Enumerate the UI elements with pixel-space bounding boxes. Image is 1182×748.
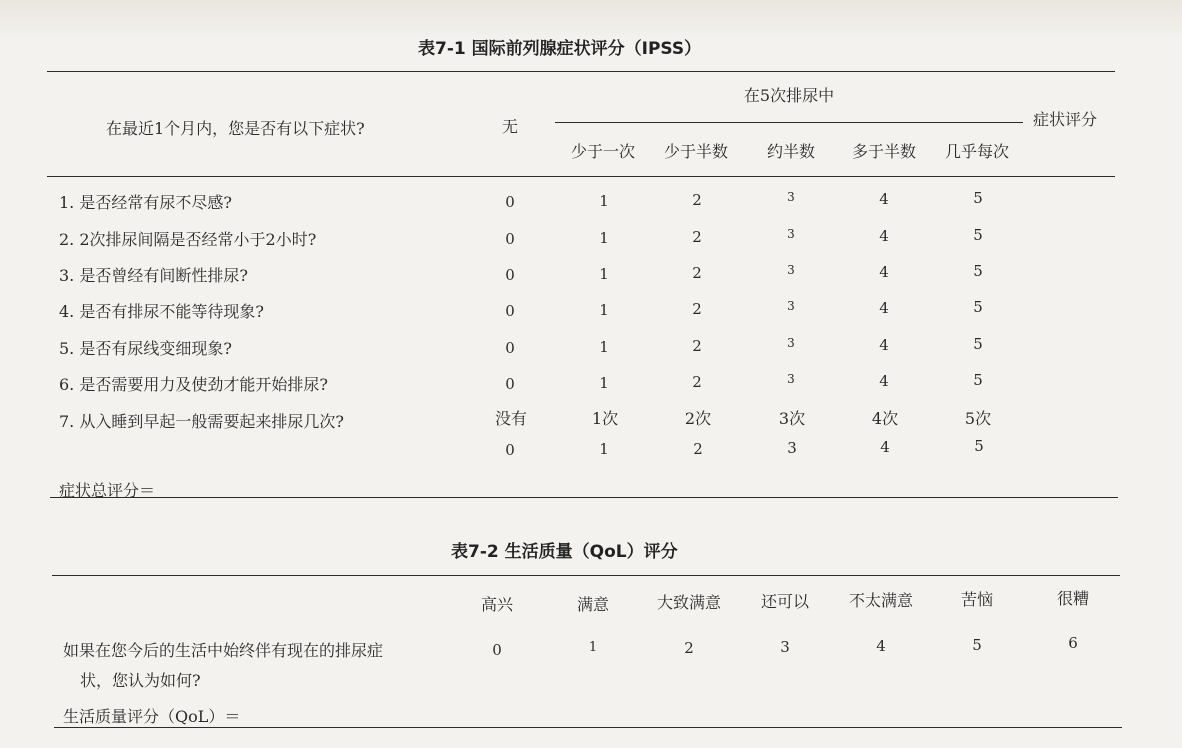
table1-row-score: 1 — [599, 192, 609, 211]
table2-title: 表7-2 生活质量（QoL）评分 — [451, 542, 678, 562]
table1-row-score: 3 — [787, 298, 795, 313]
table1-row-score: 3 — [787, 189, 795, 204]
table2-header: 满意 — [576, 595, 610, 614]
table1-score-header: 症状评分 — [1033, 110, 1098, 129]
table1-total-label: 症状总评分＝ — [59, 481, 156, 500]
table1-row7-question: 7. 从入睡到早起一般需要起来排尿几次? — [59, 412, 344, 431]
table2-score: 1 — [588, 640, 598, 655]
table2-score: 4 — [876, 637, 886, 655]
table1-row7-label: 4次 — [871, 409, 899, 428]
table1-row7-label: 2次 — [684, 409, 712, 428]
table1-row-question: 4. 是否有排尿不能等待现象? — [59, 302, 264, 321]
table1-row7-label: 5次 — [964, 409, 992, 428]
table2-header: 还可以 — [760, 592, 810, 611]
table1-row-score: 4 — [879, 298, 889, 317]
table2-score: 5 — [972, 636, 982, 654]
table1-row-score: 2 — [692, 300, 702, 319]
table1-freq-header: 少于一次 — [570, 142, 636, 161]
table1-row-score: 4 — [879, 262, 889, 281]
table1-row7-score: 3 — [787, 439, 797, 457]
table1-row-score: 3 — [787, 371, 795, 386]
table1-none-header: 无 — [501, 117, 519, 136]
table1-row-score: 1 — [599, 338, 609, 357]
table2-header: 很糟 — [1056, 589, 1090, 608]
table1-row-score: 5 — [973, 371, 983, 389]
table2-score: 3 — [780, 638, 790, 656]
table2-header: 大致满意 — [656, 593, 722, 612]
table1-row-score: 1 — [599, 265, 609, 284]
table1-row-score: 4 — [879, 371, 889, 390]
table1-row7-score: 1 — [599, 440, 609, 458]
table1-group-rule — [555, 122, 1023, 123]
table1-row7-label: 3次 — [778, 409, 806, 428]
table1-row-question: 3. 是否曾经有间断性排尿? — [59, 266, 248, 285]
table1-row-score: 2 — [692, 337, 702, 356]
table2-header: 不太满意 — [848, 591, 914, 610]
table1-row-question: 2. 2次排尿间隔是否经常小于2小时? — [59, 230, 317, 249]
table2-bottom-rule — [54, 727, 1122, 728]
table1-title: 表7-1 国际前列腺症状评分（IPSS） — [418, 39, 702, 59]
table1-row-score: 5 — [973, 335, 983, 353]
table1-row-score: 0 — [505, 230, 515, 248]
table1-row-score: 4 — [879, 226, 889, 245]
table1-row-score: 0 — [505, 302, 515, 320]
table1-row-score: 2 — [692, 191, 702, 210]
table2-total-label: 生活质量评分（QoL）＝ — [63, 707, 241, 726]
table1-row-score: 0 — [505, 375, 515, 393]
table1-header-rule — [47, 176, 1115, 177]
table1-row-score: 0 — [505, 339, 515, 357]
table1-row-question: 6. 是否需要用力及使劲才能开始排尿? — [59, 375, 328, 394]
table2-score: 2 — [684, 639, 694, 657]
table1-row-score: 1 — [599, 374, 609, 393]
table1-row-score: 2 — [692, 228, 702, 247]
table2-header: 苦恼 — [960, 590, 994, 609]
table2-score: 6 — [1068, 634, 1078, 652]
table1-bottom-rule — [50, 497, 1118, 498]
table1-row-score: 4 — [879, 189, 889, 208]
table1-row-score: 5 — [973, 226, 983, 244]
page-top-shadow — [0, 0, 1182, 40]
table1-row7-label: 没有 — [494, 409, 528, 428]
table1-row-score: 5 — [973, 189, 983, 207]
table1-row-score: 3 — [787, 262, 795, 277]
table2-top-rule — [52, 575, 1120, 576]
table1-row-score: 5 — [973, 298, 983, 316]
table1-question-header: 在最近1个月内，您是否有以下症状? — [106, 119, 365, 138]
table2-header: 高兴 — [480, 595, 514, 614]
table1-freq-header: 少于半数 — [663, 142, 729, 161]
table1-freq-header: 几乎每次 — [944, 142, 1010, 161]
table1-row7-score: 5 — [974, 437, 984, 455]
table1-row-score: 3 — [787, 226, 795, 241]
table1-row-score: 1 — [599, 229, 609, 248]
table2-question-line1: 如果在您今后的生活中始终伴有现在的排尿症 — [63, 641, 384, 660]
table1-row-score: 0 — [505, 266, 515, 284]
table1-row-score: 1 — [599, 301, 609, 320]
table1-row-question: 1. 是否经常有尿不尽感? — [59, 193, 232, 212]
table2-question-line2: 状，您认为如何? — [80, 671, 201, 690]
table1-row-score: 0 — [505, 193, 515, 211]
table1-freq-header: 多于半数 — [851, 142, 917, 161]
table1-row-score: 4 — [879, 335, 889, 354]
table2-score: 0 — [492, 641, 502, 659]
table1-row-question: 5. 是否有尿线变细现象? — [59, 339, 232, 358]
table1-row7-label: 1次 — [591, 409, 619, 428]
table1-row-score: 2 — [692, 373, 702, 392]
table1-group-header: 在5次排尿中 — [743, 86, 835, 105]
table1-freq-header: 约半数 — [766, 142, 816, 161]
table1-row-score: 5 — [973, 262, 983, 280]
table1-row7-score: 0 — [505, 441, 515, 459]
table1-row7-score: 4 — [880, 438, 890, 456]
table1-row-score: 2 — [692, 264, 702, 283]
table1-row7-score: 2 — [693, 440, 703, 458]
table1-top-rule — [47, 71, 1115, 72]
table1-row-score: 3 — [787, 335, 795, 350]
